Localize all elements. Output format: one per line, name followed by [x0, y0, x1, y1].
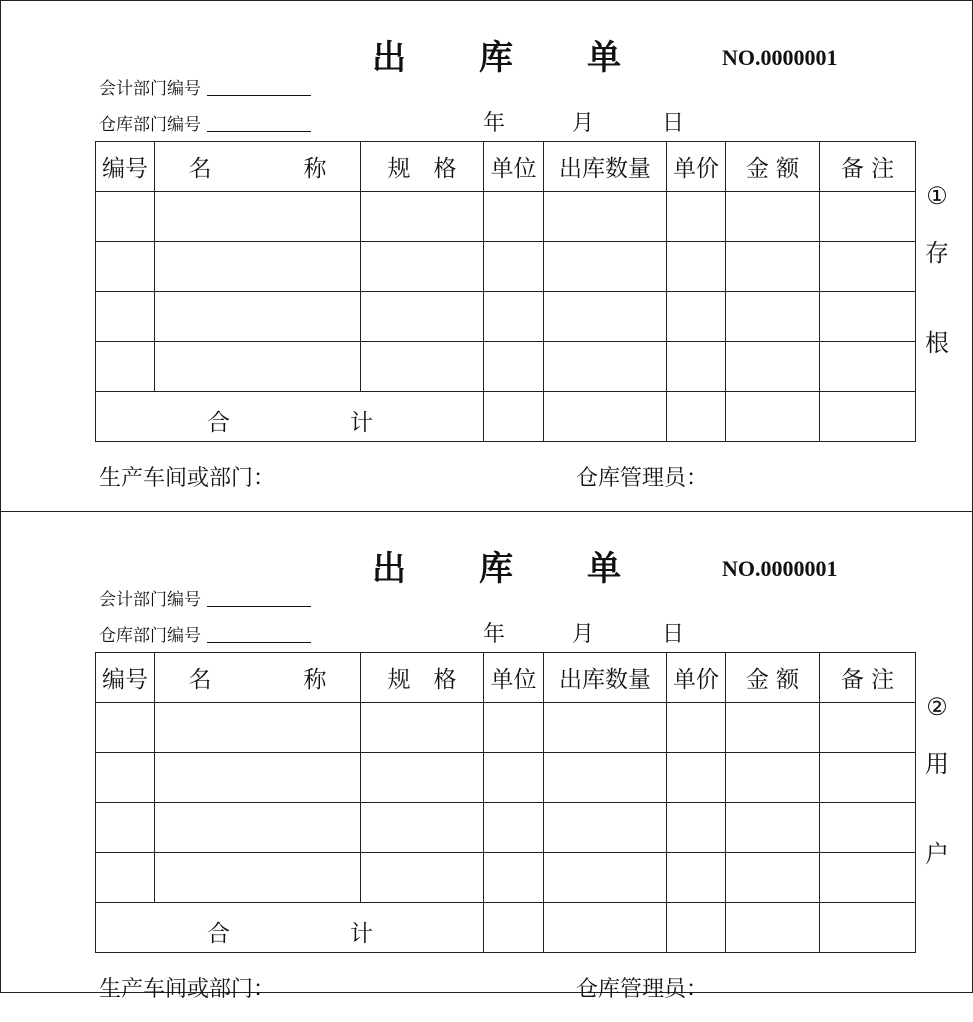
- table-cell[interactable]: [667, 853, 726, 903]
- footer-dept-label: 生产车间或部门：: [99, 977, 276, 1002]
- col-header-name: 名 称: [155, 653, 361, 703]
- col-header-number: 编号: [96, 142, 155, 192]
- table-cell[interactable]: [361, 342, 484, 392]
- col-header-unit: 单位: [484, 653, 544, 703]
- table-cell[interactable]: [96, 703, 155, 753]
- table-cell[interactable]: [726, 703, 820, 753]
- table-cell[interactable]: [155, 192, 361, 242]
- table-header-row: [96, 142, 916, 192]
- table-cell[interactable]: [726, 192, 820, 242]
- total-cell[interactable]: [484, 392, 544, 442]
- table-cell[interactable]: [155, 342, 361, 392]
- items-table: [95, 141, 916, 442]
- total-row: [96, 903, 916, 953]
- col-header-unit: 单位: [484, 142, 544, 192]
- footer-dept-label: 生产车间或部门：: [99, 466, 276, 491]
- total-cell[interactable]: [544, 903, 667, 953]
- total-cell[interactable]: [726, 392, 820, 442]
- col-header-remark: 备 注: [820, 142, 916, 192]
- table-cell[interactable]: [726, 803, 820, 853]
- table-header-row: [96, 653, 916, 703]
- total-label-cell: [96, 392, 484, 442]
- total-cell[interactable]: [667, 903, 726, 953]
- col-header-price: 单价: [667, 142, 726, 192]
- table-cell[interactable]: [96, 803, 155, 853]
- table-cell[interactable]: [820, 753, 916, 803]
- table-cell[interactable]: [726, 753, 820, 803]
- warehouse-dept-label: 仓库部门编号: [99, 115, 201, 135]
- col-header-spec: 规 格: [361, 653, 484, 703]
- table-cell[interactable]: [484, 753, 544, 803]
- table-cell[interactable]: [820, 803, 916, 853]
- warehouse-dept-blank[interactable]: [207, 130, 311, 132]
- col-header-price: 单价: [667, 653, 726, 703]
- total-cell[interactable]: [726, 903, 820, 953]
- table-cell[interactable]: [96, 853, 155, 903]
- table-cell[interactable]: [667, 292, 726, 342]
- copy-label-char: 用: [925, 750, 949, 778]
- table-cell[interactable]: [484, 803, 544, 853]
- accounting-dept-field[interactable]: [99, 585, 311, 610]
- total-cell[interactable]: [544, 392, 667, 442]
- items-table: [95, 652, 916, 953]
- table-cell[interactable]: [544, 753, 667, 803]
- table-cell[interactable]: [726, 853, 820, 903]
- total-cell[interactable]: [820, 392, 916, 442]
- delivery-form: [0, 511, 973, 1022]
- date-month: 月: [572, 111, 595, 136]
- table-cell[interactable]: [155, 753, 361, 803]
- document-number: NO.0000001: [722, 45, 838, 70]
- table-cell[interactable]: [361, 242, 484, 292]
- copy-number: ①: [926, 182, 948, 210]
- table-cell[interactable]: [484, 703, 544, 753]
- document-number: NO.0000001: [722, 556, 838, 581]
- table-cell[interactable]: [820, 342, 916, 392]
- table-cell[interactable]: [484, 342, 544, 392]
- copy-number: ②: [926, 693, 948, 721]
- table-cell[interactable]: [155, 703, 361, 753]
- table-cell[interactable]: [96, 242, 155, 292]
- table-cell[interactable]: [96, 192, 155, 242]
- table-row: [96, 292, 916, 342]
- form-title: [372, 30, 632, 78]
- copy-label-char: 存: [925, 239, 949, 267]
- table-cell[interactable]: [361, 753, 484, 803]
- title-char: 出: [372, 38, 406, 78]
- title-char: 单: [587, 549, 621, 589]
- table-cell[interactable]: [667, 703, 726, 753]
- total-cell[interactable]: [484, 903, 544, 953]
- total-cell[interactable]: [820, 903, 916, 953]
- accounting-dept-label: 会计部门编号: [99, 79, 201, 99]
- col-header-quantity: 出库数量: [544, 142, 667, 192]
- accounting-dept-label: 会计部门编号: [99, 590, 201, 610]
- table-cell[interactable]: [361, 803, 484, 853]
- table-cell[interactable]: [544, 192, 667, 242]
- col-header-quantity: 出库数量: [544, 653, 667, 703]
- table-cell[interactable]: [544, 703, 667, 753]
- table-cell[interactable]: [667, 242, 726, 292]
- table-cell[interactable]: [361, 192, 484, 242]
- date-year: 年: [483, 622, 506, 647]
- copy-label-char: 户: [925, 840, 949, 868]
- table-cell[interactable]: [96, 342, 155, 392]
- total-label-char: 计: [350, 410, 373, 436]
- accounting-dept-blank[interactable]: [207, 605, 311, 607]
- date-year: 年: [483, 111, 506, 136]
- table-cell[interactable]: [484, 292, 544, 342]
- table-cell[interactable]: [726, 342, 820, 392]
- table-row: [96, 703, 916, 753]
- title-char: 库: [479, 38, 513, 78]
- table-cell[interactable]: [484, 242, 544, 292]
- table-cell[interactable]: [361, 703, 484, 753]
- col-header-spec: 规 格: [361, 142, 484, 192]
- table-cell[interactable]: [544, 803, 667, 853]
- table-cell[interactable]: [96, 753, 155, 803]
- table-row: [96, 853, 916, 903]
- title-char: 库: [479, 549, 513, 589]
- total-row: [96, 392, 916, 442]
- total-cell[interactable]: [667, 392, 726, 442]
- col-header-number: 编号: [96, 653, 155, 703]
- table-cell[interactable]: [820, 853, 916, 903]
- table-cell[interactable]: [667, 342, 726, 392]
- accounting-dept-blank[interactable]: [207, 94, 311, 96]
- table-cell[interactable]: [96, 292, 155, 342]
- table-cell[interactable]: [667, 753, 726, 803]
- table-cell[interactable]: [484, 853, 544, 903]
- col-header-remark: 备 注: [820, 653, 916, 703]
- warehouse-dept-label: 仓库部门编号: [99, 626, 201, 646]
- table-cell[interactable]: [820, 703, 916, 753]
- table-cell[interactable]: [820, 192, 916, 242]
- total-label-char: 计: [350, 921, 373, 947]
- title-char: 出: [372, 549, 406, 589]
- table-cell[interactable]: [155, 292, 361, 342]
- table-cell[interactable]: [155, 853, 361, 903]
- total-label-cell: [96, 903, 484, 953]
- table-cell[interactable]: [544, 853, 667, 903]
- table-cell[interactable]: [544, 342, 667, 392]
- table-cell[interactable]: [155, 803, 361, 853]
- table-row: [96, 192, 916, 242]
- footer-keeper-label: 仓库管理员：: [576, 466, 709, 491]
- date-month: 月: [572, 622, 595, 647]
- warehouse-dept-field[interactable]: [99, 110, 311, 135]
- table-cell[interactable]: [667, 803, 726, 853]
- col-header-name: 名 称: [155, 142, 361, 192]
- table-row: [96, 242, 916, 292]
- footer-keeper-label: 仓库管理员：: [576, 977, 709, 1002]
- title-char: 单: [587, 38, 621, 78]
- table-cell[interactable]: [726, 292, 820, 342]
- table-row: [96, 342, 916, 392]
- table-row: [96, 753, 916, 803]
- col-header-amount: 金 额: [726, 653, 820, 703]
- table-cell[interactable]: [544, 242, 667, 292]
- table-cell[interactable]: [820, 242, 916, 292]
- warehouse-dept-field[interactable]: [99, 621, 311, 646]
- date-day: 日: [662, 622, 685, 647]
- col-header-amount: 金 额: [726, 142, 820, 192]
- total-label-char: 合: [207, 410, 230, 436]
- table-cell[interactable]: [820, 292, 916, 342]
- total-label-char: 合: [207, 921, 230, 947]
- warehouse-dept-blank[interactable]: [207, 641, 311, 643]
- accounting-dept-field[interactable]: [99, 74, 311, 99]
- date-day: 日: [662, 111, 685, 136]
- form-title: [372, 541, 632, 589]
- table-row: [96, 803, 916, 853]
- table-cell[interactable]: [667, 192, 726, 242]
- table-cell[interactable]: [155, 242, 361, 292]
- table-cell[interactable]: [361, 292, 484, 342]
- table-cell[interactable]: [726, 242, 820, 292]
- copy-label-char: 根: [925, 329, 949, 357]
- table-cell[interactable]: [544, 292, 667, 342]
- table-cell[interactable]: [361, 853, 484, 903]
- table-cell[interactable]: [484, 192, 544, 242]
